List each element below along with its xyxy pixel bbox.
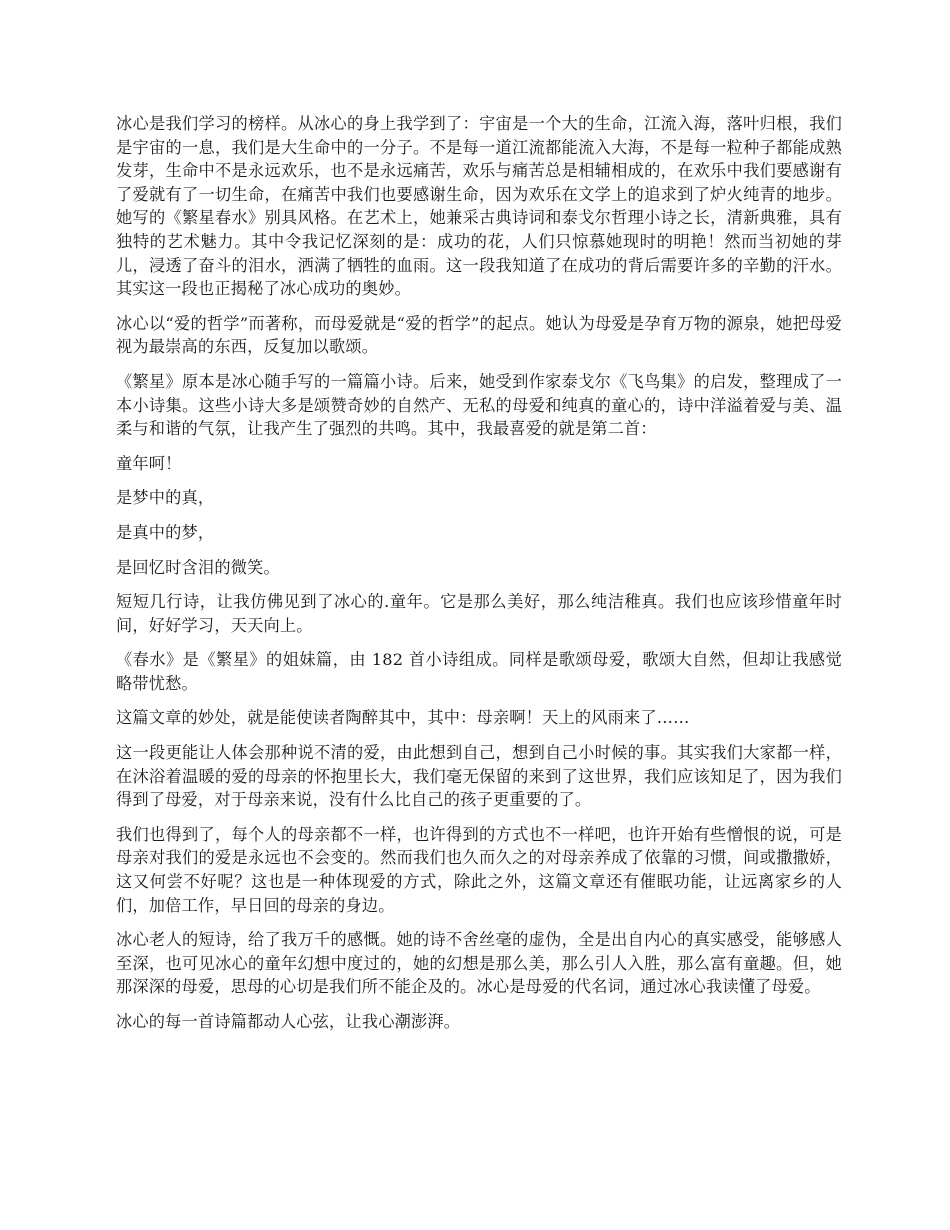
paragraph-conclusion: 冰心的每一首诗篇都动人心弦，让我心潮澎湃。 bbox=[116, 1012, 461, 1031]
paragraph-chunshui: 《春水》是《繁星》的姐妹篇，由 182 首小诗组成。同样是歌颂母爱，歌颂大自然，但却让我感觉略带忧愁。 bbox=[116, 650, 842, 693]
poem-line-3: 是真中的梦， bbox=[116, 522, 215, 542]
paragraph-charm: 这篇文章的妙处，就是能使读者陶醉其中，其中：母亲啊！天上的风雨来了…… bbox=[116, 708, 690, 728]
paragraph-childhood: 短短几行诗，让我仿佛见到了冰心的.童年。它是那么美好，那么纯洁稚真。我们也应该珍惜童年时间，好好学习，天天向上。 bbox=[116, 592, 842, 635]
poem-line-1: 童年呵！ bbox=[116, 453, 182, 473]
paragraph-mothers: 我们也得到了，每个人的母亲都不一样，也许得到的方式也不一样吧，也许开始有些憎恨的说，可是母亲对我们的爱是永远也不会变的。然而我们也久而久之的对母亲养成了依靠的习惯，间或撒撒娇，这又何尝不好呢？这也是一种体现爱的方式，除此之外，这篇文章还有催眠功能，让远离家乡的人们，加倍工作，早日回的母亲的身边。 bbox=[116, 824, 842, 915]
paragraph-intro: 冰心是我们学习的榜样。从冰心的身上我学到了：宇宙是一个大的生命，江流入海，落叶归根，我们是宇宙的一息，我们是大生命中的一分子。不是每一道江流都能流入大海，不是每一粒种子都能成熟发芽，生命中不是永远欢乐，也不是永远痛苦，欢乐与痛苦总是相辅相成的，在欢乐中我们要感谢有了爱就有了一切生命，在痛苦中我们也要感谢生命，因为欢乐在文学上的追求到了炉火纯青的地步。她写的《繁星春水》别具风格。在艺术上，她兼采古典诗词和泰戈尔哲理小诗之长，清新典雅，具有独特的艺术魅力。其中令我记忆深刻的是：成功的花，人们只惊慕她现时的明艳！然而当初她的芽儿，浸透了奋斗的泪水，洒满了牺牲的血雨。这一段我知道了在成功的背后需要许多的辛勤的汗水。其实这一段也正揭秘了冰心成功的奥妙。 bbox=[116, 114, 842, 299]
paragraph-fanxing: 《繁星》原本是冰心随手写的一篇篇小诗。后来，她受到作家泰戈尔《飞鸟集》的启发，整理成了一本小诗集。这些小诗大多是颂赞奇妙的自然产、无私的母爱和纯真的童心的，诗中洋溢着爱与美、温柔与和谐的气氛，让我产生了强烈的共鸣。其中，我最喜爱的就是第二首： bbox=[116, 371, 842, 439]
paragraph-philosophy-of-love: 冰心以“爱的哲学”而著称，而母爱就是“爱的哲学”的起点。她认为母爱是孕育万物的源泉，她把母爱视为最崇高的东西，反复加以歌颂。 bbox=[116, 313, 842, 357]
document-body bbox=[116, 112, 842, 1045]
paragraph-reflection: 这一段更能让人体会那种说不清的爱，由此想到自己，想到自己小时候的事。其实我们大家都一样，在沐浴着温暖的爱的母亲的怀抱里长大，我们毫无保留的来到了这世界，我们应该知足了，因为我们得到了母爱，对于母亲来说，没有什么比自己的孩子更重要的了。 bbox=[116, 743, 842, 810]
poem-line-4: 是回忆时含泪的微笑。 bbox=[116, 557, 280, 577]
poem-line-2: 是梦中的真， bbox=[116, 488, 215, 508]
paragraph-impression: 冰心老人的短诗，给了我万千的感慨。她的诗不舍丝毫的虚伪，全是出自内心的真实感受，能够感人至深，也可见冰心的童年幻想中度过的，她的幻想是那么美，那么引人入胜，那么富有童趣。但，她那深深的母爱，思母的心切是我们所不能企及的。冰心是母爱的代名词，通过冰心我读懂了母爱。 bbox=[116, 930, 842, 997]
